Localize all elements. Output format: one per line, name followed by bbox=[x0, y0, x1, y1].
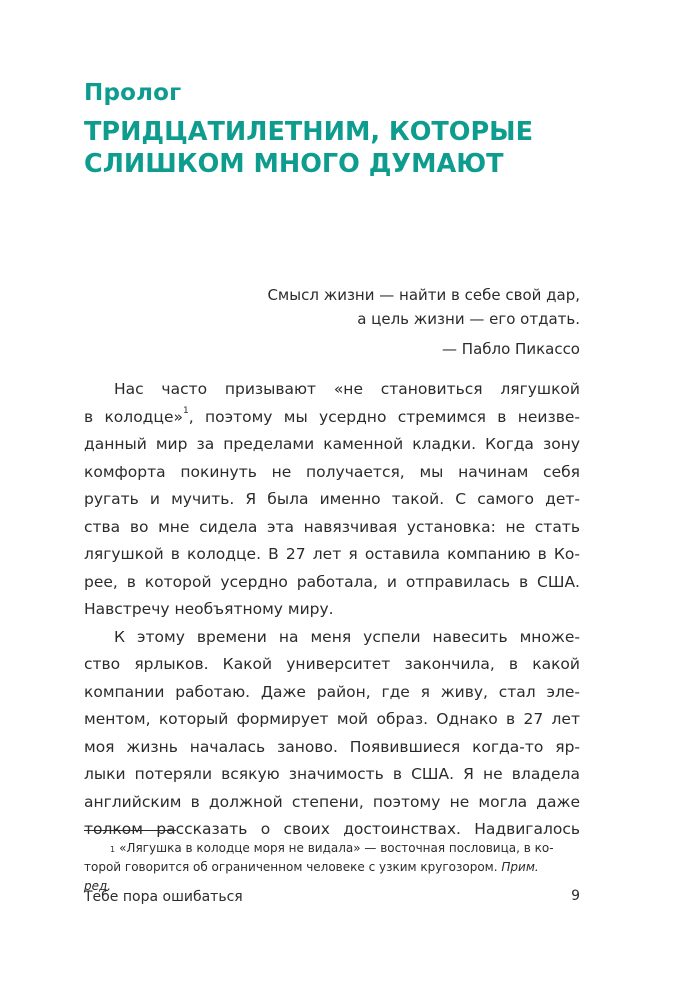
page-number: 9 bbox=[571, 888, 580, 904]
body-text bbox=[84, 376, 580, 844]
footnote-editor-note: ред. bbox=[84, 879, 112, 893]
text-line: ства во мне сидела эта навязчивая установка: не стать bbox=[84, 517, 580, 536]
chapter-title bbox=[84, 116, 624, 180]
footnote-divider bbox=[84, 830, 176, 831]
text-line: комфорта покинуть не получается, мы начинам себя bbox=[84, 462, 580, 481]
chapter-title-line: СЛИШКОМ МНОГО ДУМАЮТ bbox=[84, 149, 504, 179]
paragraph-1 bbox=[84, 376, 580, 624]
text-line: ментом, который формирует мой образ. Однако в 27 лет bbox=[84, 710, 580, 728]
paragraph-2 bbox=[84, 624, 580, 844]
text-line: лыки потеряли всякую значимость в США. Я не владела bbox=[84, 765, 580, 783]
footnote-line bbox=[84, 839, 580, 858]
text-line bbox=[84, 404, 580, 432]
text-line: ругать и мучить. Я была именно такой. С самого дет- bbox=[84, 490, 580, 508]
footnote-line bbox=[84, 858, 580, 877]
footnote-text: торой говорится об ограниченном человеке с узким кругозором. bbox=[84, 860, 498, 874]
text-line: моя жизнь началась заново. Появившиеся когда-то яр- bbox=[84, 737, 580, 756]
footnote-editor-note: Прим. bbox=[501, 860, 539, 874]
epigraph-line: Смысл жизни — найти в себе свой дар, bbox=[267, 286, 580, 304]
text-line: К этому времени на меня успели навесить множе- bbox=[114, 627, 580, 646]
epigraph-line: а цель жизни — его отдать. bbox=[357, 310, 580, 328]
text-line: Навстречу необъятному миру. bbox=[84, 600, 334, 618]
chapter-title-line: ТРИДЦАТИЛЕТНИМ, КОТОРЫЕ bbox=[84, 117, 534, 147]
text-fragment: в колодце» bbox=[84, 407, 183, 426]
text-line: толком рассказать о своих достоинствах. Надвигалось bbox=[84, 820, 580, 838]
text-line: данный мир за пределами каменной кладки. Когда зону bbox=[84, 435, 580, 453]
epigraph bbox=[160, 283, 580, 361]
text-line: рее, в которой усердно работала, и отправилась в США. bbox=[84, 572, 580, 591]
text-line: компании работаю. Даже район, где я живу, стал эле- bbox=[84, 682, 580, 701]
text-line: Нас часто призывают «не становиться лягушкой bbox=[114, 380, 580, 398]
text-line: ство ярлыков. Какой университет закончила, в какой bbox=[84, 655, 580, 673]
chapter-label: Пролог bbox=[84, 80, 182, 106]
footnote-reference[interactable]: 1 bbox=[182, 405, 189, 416]
epigraph-author: — Пабло Пикассо bbox=[442, 340, 580, 358]
text-line: английским в должной степени, поэтому не могла даже bbox=[84, 792, 580, 811]
footnote bbox=[84, 839, 580, 896]
text-fragment: , поэтому мы усердно стремимся в неизве- bbox=[188, 407, 580, 426]
footnote-number: 1 bbox=[110, 845, 116, 854]
text-line: лягушкой в колодце. В 27 лет я оставила компанию в Ко- bbox=[84, 545, 580, 563]
running-title: Тебе пора ошибаться bbox=[84, 889, 243, 905]
footnote-text: «Лягушка в колодце моря не видала» — восточная пословица, в ко- bbox=[119, 841, 554, 855]
